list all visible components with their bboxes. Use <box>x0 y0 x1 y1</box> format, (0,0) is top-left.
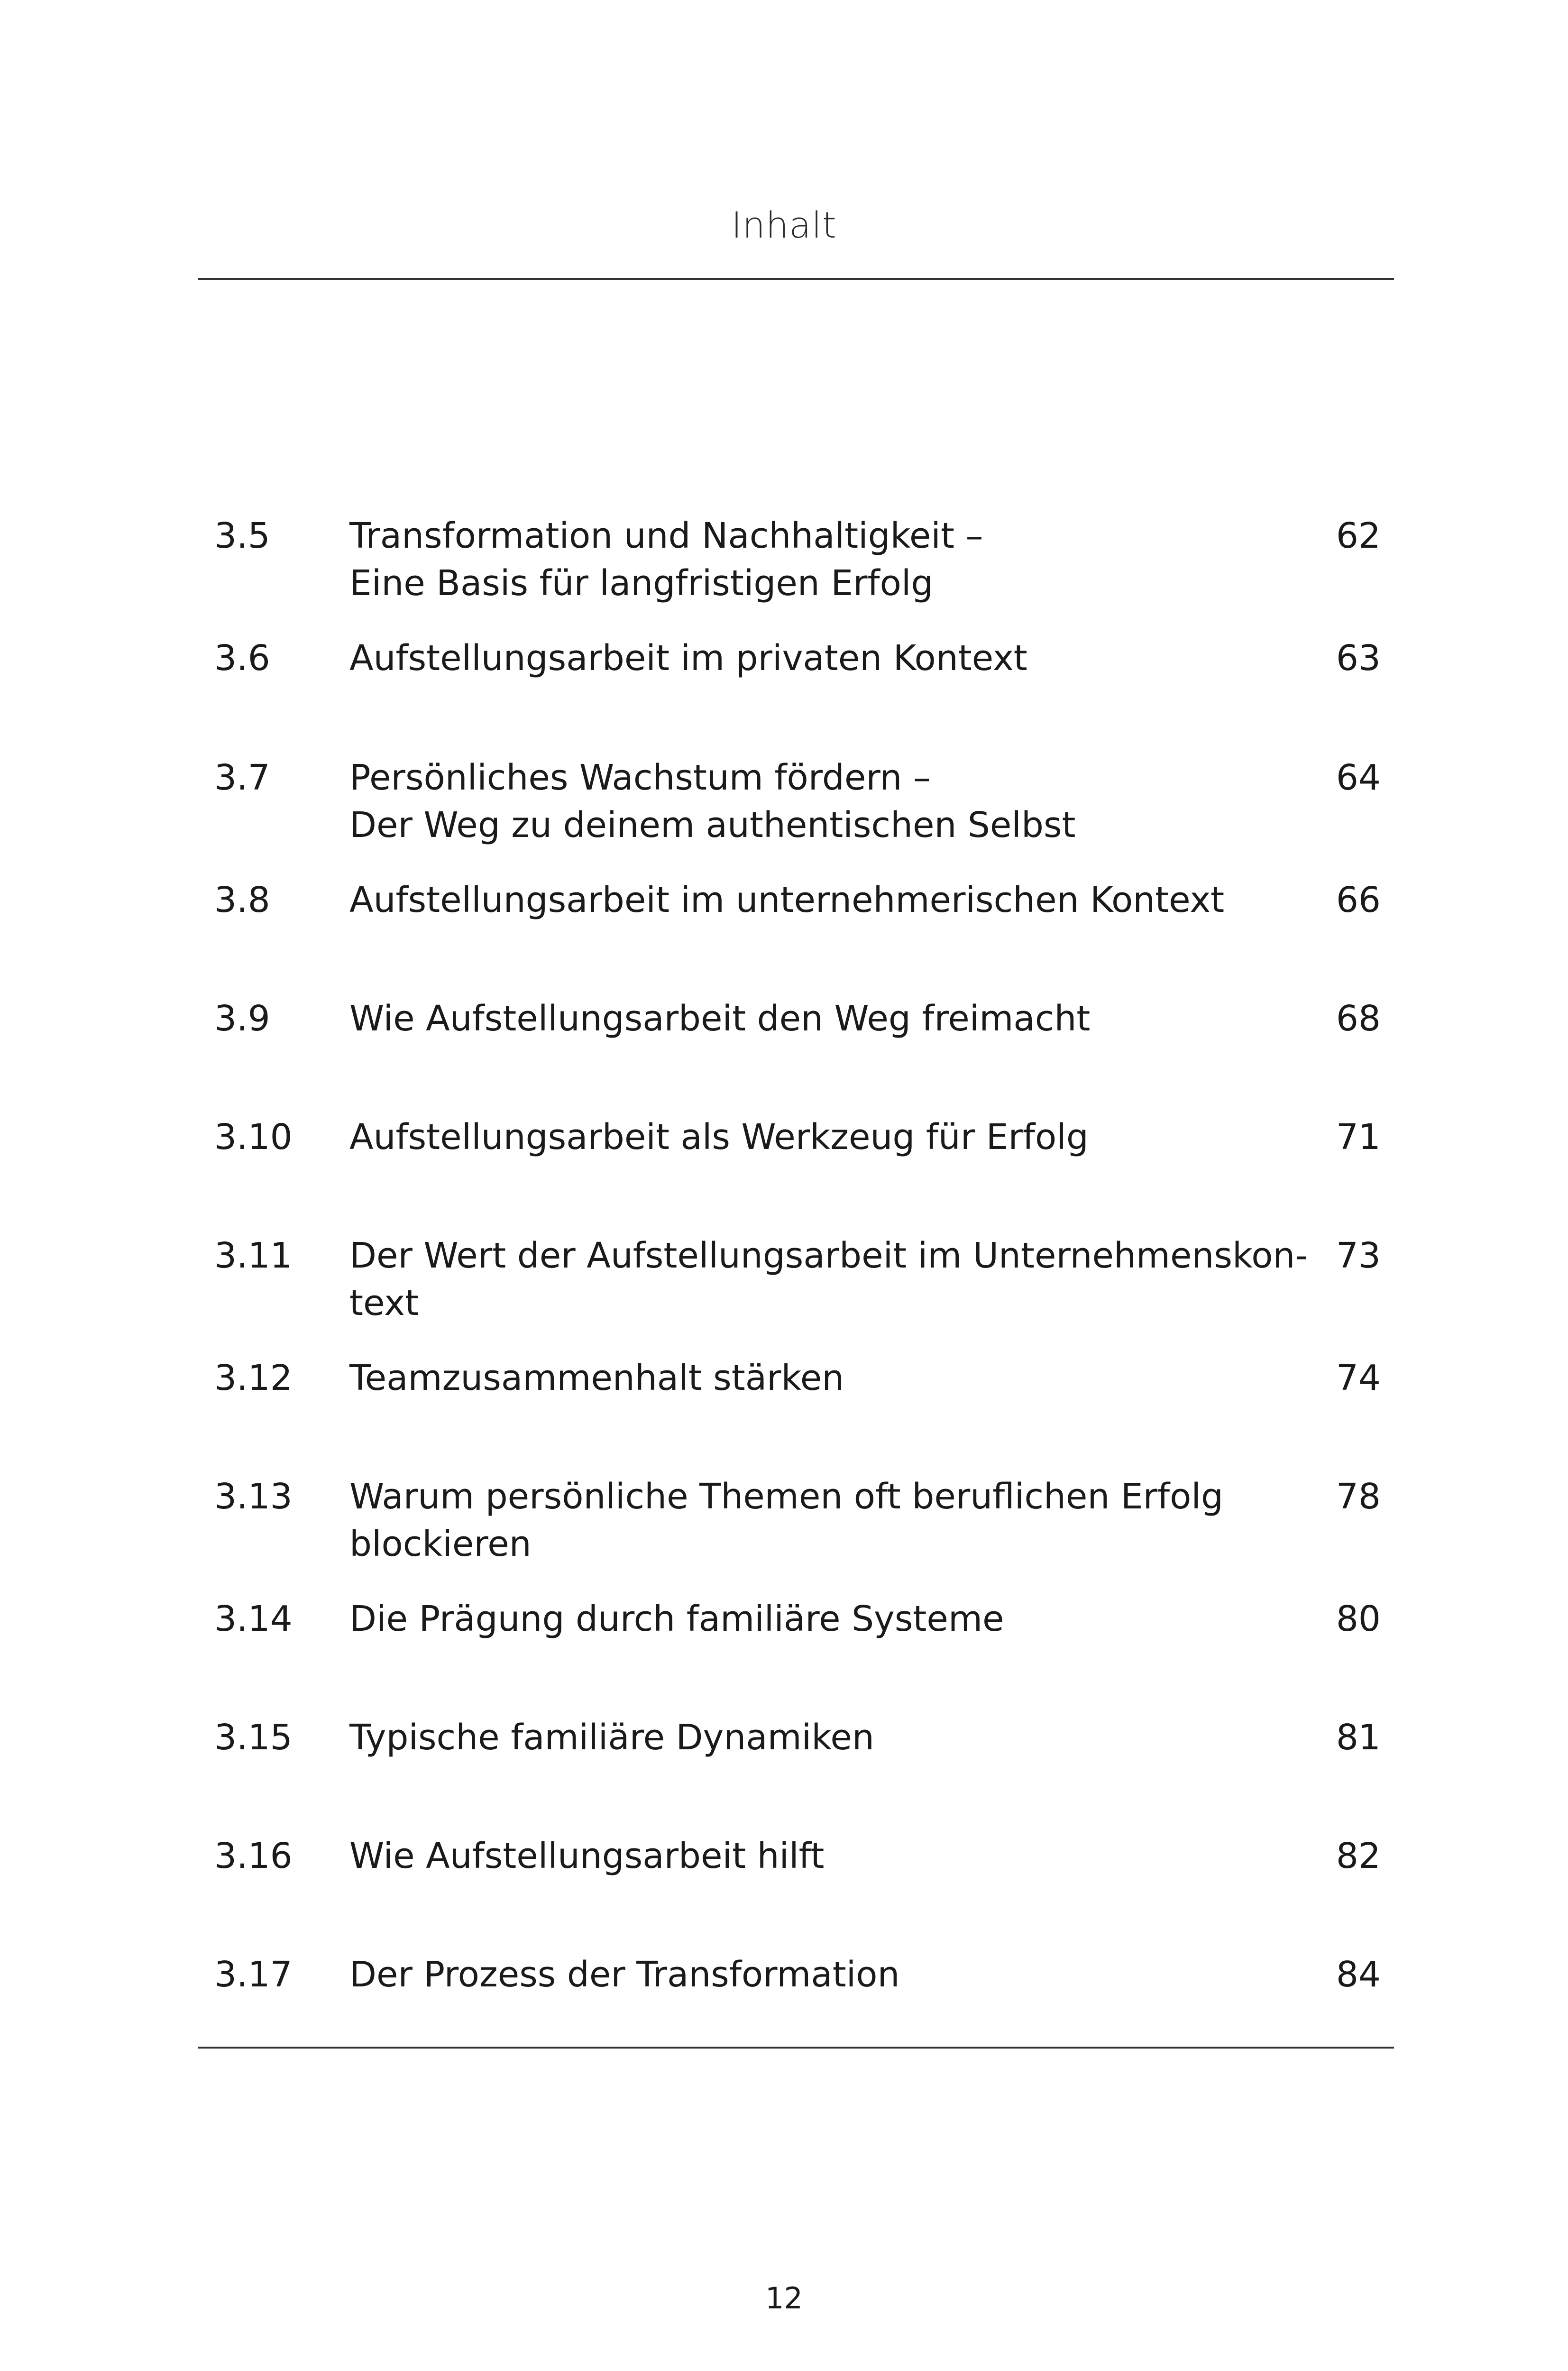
toc-entry-title-line: Persönliches Wachstum fördern – <box>349 757 931 798</box>
toc-entry-page: 78 <box>1336 1476 1381 1517</box>
toc-entry-number: 3.17 <box>214 1954 293 1995</box>
toc-entry-title-line: Transformation und Nachhaltigkeit – <box>349 515 983 556</box>
toc-entry-number: 3.14 <box>214 1599 293 1639</box>
toc-entry-title <box>349 1354 1279 1402</box>
toc-entry-title-line: Typische familiäre Dynamiken <box>349 1717 874 1758</box>
toc-entry-title-line: Der Prozess der Transformation <box>349 1954 900 1995</box>
toc-entry-page: 74 <box>1336 1358 1381 1398</box>
toc-entry-title <box>349 634 1279 682</box>
toc-entry-title-line: Wie Aufstellungsarbeit hilft <box>349 1836 825 1876</box>
toc-entry-title-line: Aufstellungsarbeit im unternehmerischen Kontext <box>349 880 1225 920</box>
toc-entry-number: 3.15 <box>214 1717 293 1758</box>
page-number: 12 <box>765 2281 803 2316</box>
toc-entry-title-line: blockieren <box>349 1524 532 1564</box>
toc-entry-title-line: Warum persönliche Themen oft beruflichen Erfolg <box>349 1476 1223 1517</box>
toc-entry-title <box>349 1832 1279 1880</box>
toc-entry-title-line: Der Weg zu deinem authentischen Selbst <box>349 805 1076 845</box>
toc-entry-page: 63 <box>1336 638 1381 679</box>
toc-entry-page: 84 <box>1336 1954 1381 1995</box>
toc-entry-number: 3.7 <box>214 757 270 798</box>
toc-entry-title-line: Die Prägung durch familiäre Systeme <box>349 1599 1004 1639</box>
toc-entry-page: 64 <box>1336 757 1381 798</box>
toc-entry-title <box>349 1473 1279 1568</box>
toc-entry-page: 66 <box>1336 880 1381 920</box>
toc-entry-title-line: Aufstellungsarbeit als Werkzeug für Erfolg <box>349 1117 1089 1158</box>
toc-entry-number: 3.12 <box>214 1358 293 1398</box>
header-divider <box>198 278 1394 280</box>
toc-entry-title <box>349 995 1279 1042</box>
toc-entry-title <box>349 512 1279 607</box>
toc-entry-title <box>349 1232 1308 1327</box>
toc-entry-title-line: Aufstellungsarbeit im privaten Kontext <box>349 638 1027 679</box>
toc-entry-number: 3.11 <box>214 1235 293 1276</box>
toc-entry-title <box>349 754 1279 849</box>
toc-entry-title <box>349 1714 1279 1761</box>
toc-entry-number: 3.9 <box>214 998 270 1039</box>
toc-entry-title <box>349 1951 1279 1998</box>
toc-entry-title <box>349 876 1279 924</box>
toc-entry-title <box>349 1595 1279 1643</box>
toc-entry-title-line: Der Wert der Aufstellungsarbeit im Unternehmenskon- <box>349 1235 1308 1276</box>
toc-entry-page: 62 <box>1336 515 1381 556</box>
toc-entry-title-line: Wie Aufstellungsarbeit den Weg freimacht <box>349 998 1091 1039</box>
toc-entry-title-line: Teamzusammenhalt stärken <box>349 1358 844 1398</box>
toc-entry-page: 68 <box>1336 998 1381 1039</box>
toc-entry-number: 3.13 <box>214 1476 293 1517</box>
toc-entry-number: 3.16 <box>214 1836 293 1876</box>
toc-entry-number: 3.6 <box>214 638 270 679</box>
toc-entry-page: 71 <box>1336 1117 1381 1158</box>
toc-entry-number: 3.10 <box>214 1117 293 1158</box>
toc-entry-title-line: Eine Basis für langfristigen Erfolg <box>349 563 934 604</box>
toc-entry-number: 3.5 <box>214 515 270 556</box>
toc-entry-title-line: text <box>349 1283 419 1323</box>
toc-entry-title <box>349 1113 1279 1161</box>
toc-entry-number: 3.8 <box>214 880 270 920</box>
running-header-title: Inhalt <box>731 204 837 246</box>
toc-entry-page: 81 <box>1336 1717 1381 1758</box>
footer-divider <box>198 2047 1394 2049</box>
toc-entry-page: 73 <box>1336 1235 1381 1276</box>
toc-entry-page: 82 <box>1336 1836 1381 1876</box>
toc-entry-page: 80 <box>1336 1599 1381 1639</box>
